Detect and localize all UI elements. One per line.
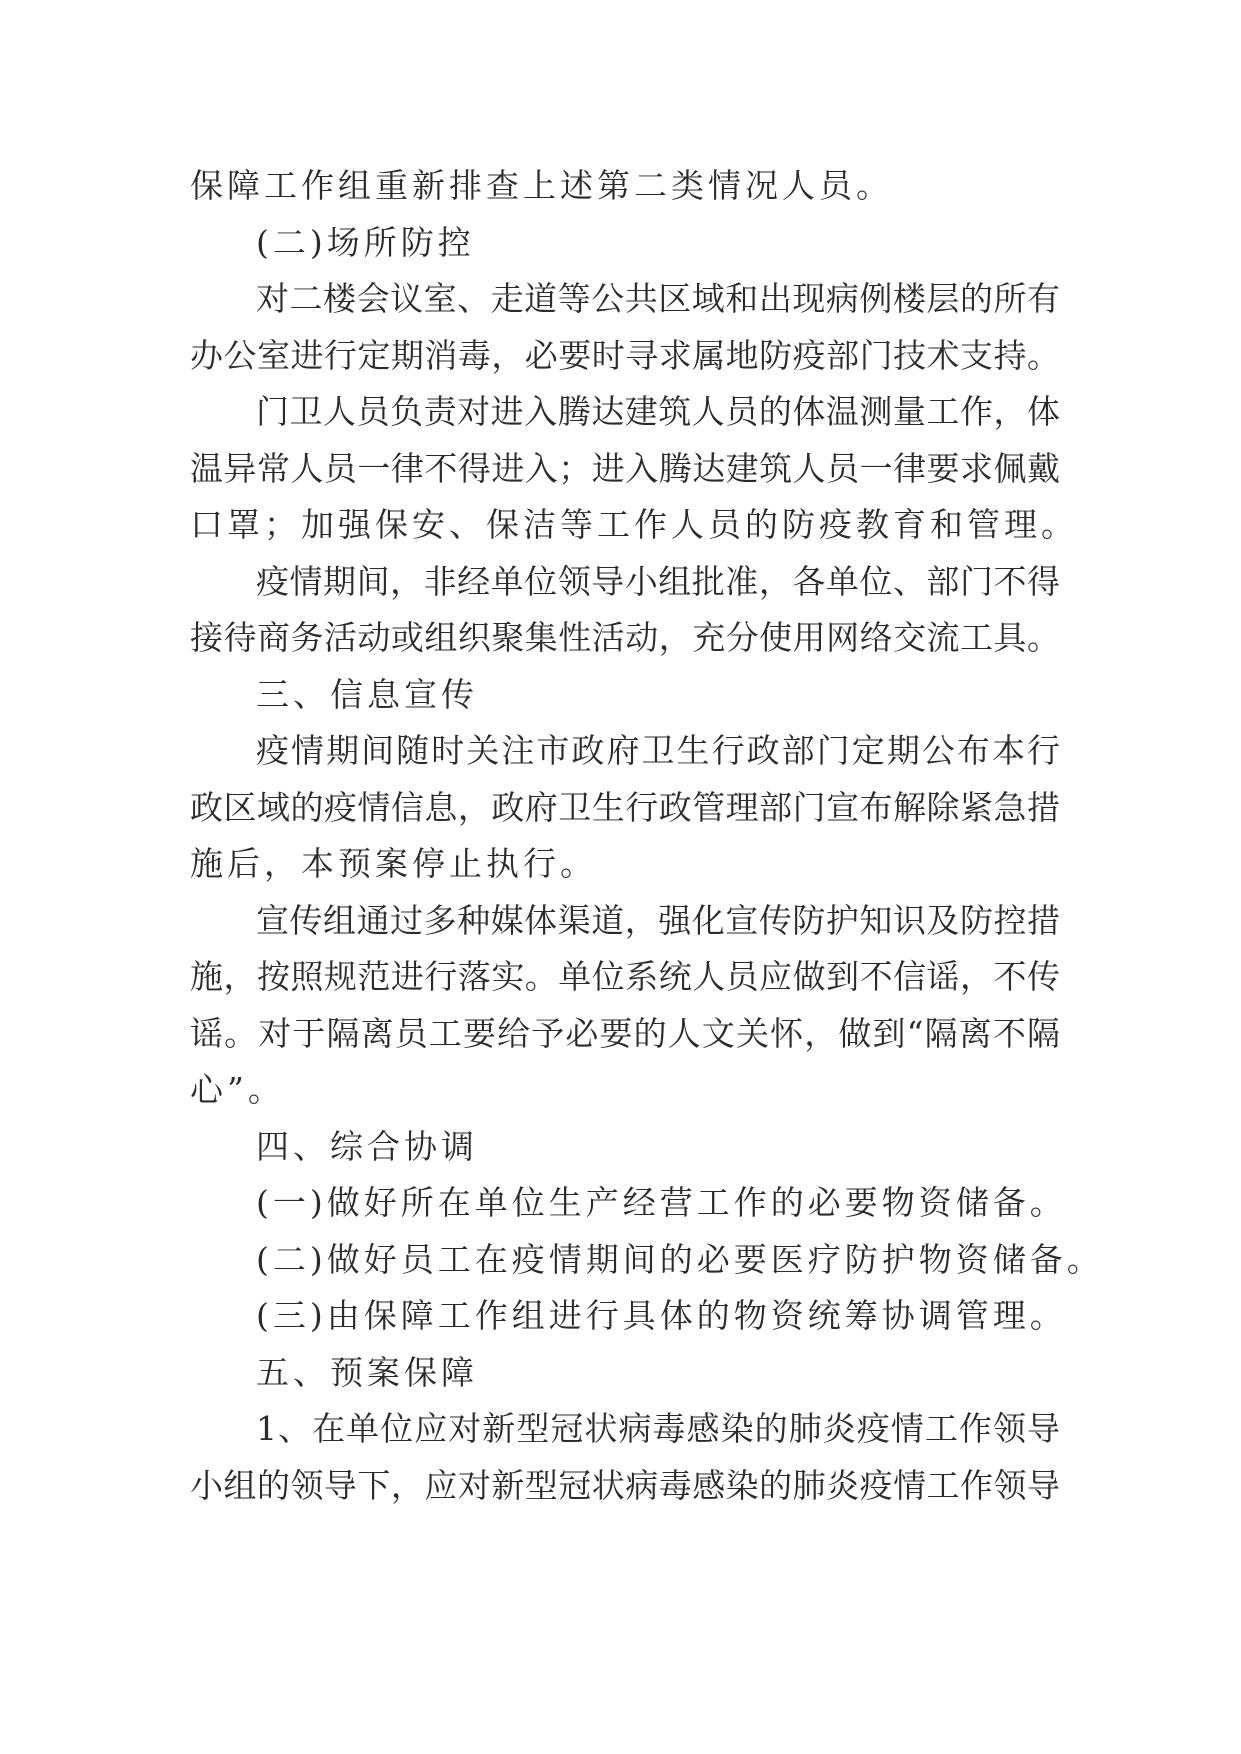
list-item: (一)做好所在单位生产经营工作的必要物资储备。 bbox=[256, 1183, 1067, 1222]
list-item: (二)做好员工在疫情期间的必要医疗防护物资储备。 bbox=[256, 1239, 1104, 1279]
paragraph-line: 办公室进行定期消毒，必要时寻求属地防疫部门技术支持。 bbox=[190, 335, 1060, 375]
paragraph-line: 对二楼会议室、走道等公共区域和出现病例楼层的所有 bbox=[256, 279, 1060, 318]
paragraph-line: 1、在单位应对新型冠状病毒感染的肺炎疫情工作领导 bbox=[256, 1409, 1060, 1448]
paragraph-line: 温异常人员一律不得进入；进入腾达建筑人员一律要求佩戴 bbox=[190, 448, 1060, 488]
paragraph-line: 施，按照规范进行落实。单位系统人员应做到不信谣，不传 bbox=[190, 957, 1060, 996]
section-heading: 三、信息宣传 bbox=[256, 674, 478, 714]
section-subheading: (二)场所防控 bbox=[256, 222, 475, 262]
document-body bbox=[190, 158, 1104, 1514]
paragraph-line: 宣传组通过多种媒体渠道，强化宣传防护知识及防控措 bbox=[256, 900, 1060, 940]
paragraph-line: 政区域的疫情信息，政府卫生行政管理部门宣布解除紧急措 bbox=[190, 787, 1060, 827]
paragraph-line: 疫情期间随时关注市政府卫生行政部门定期公布本行 bbox=[256, 731, 1060, 770]
paragraph-line: 保障工作组重新排查上述第二类情况人员。 bbox=[190, 166, 893, 205]
section-heading: 四、综合协调 bbox=[256, 1126, 478, 1166]
section-heading: 五、预案保障 bbox=[256, 1352, 478, 1392]
paragraph-line: 口罩；加强保安、保洁等工作人员的防疫教育和管理。 bbox=[190, 505, 1078, 544]
paragraph-line: 疫情期间，非经单位领导小组批准，各单位、部门不得 bbox=[256, 561, 1060, 601]
paragraph-line: 门卫人员负责对进入腾达建筑人员的体温测量工作，体 bbox=[256, 392, 1060, 431]
paragraph-line: 接待商务活动或组织聚集性活动，充分使用网络交流工具。 bbox=[190, 618, 1060, 657]
paragraph-line: 谣。对于隔离员工要给予必要的人文关怀，做到“隔离不隔 bbox=[190, 1013, 1060, 1053]
paragraph-line: 小组的领导下，应对新型冠状病毒感染的肺炎疫情工作领导 bbox=[190, 1465, 1060, 1505]
paragraph-line: 心”。 bbox=[190, 1070, 285, 1109]
list-item: (三)由保障工作组进行具体的物资统筹协调管理。 bbox=[256, 1296, 1067, 1335]
paragraph-line: 施后，本预案停止执行。 bbox=[190, 844, 597, 883]
